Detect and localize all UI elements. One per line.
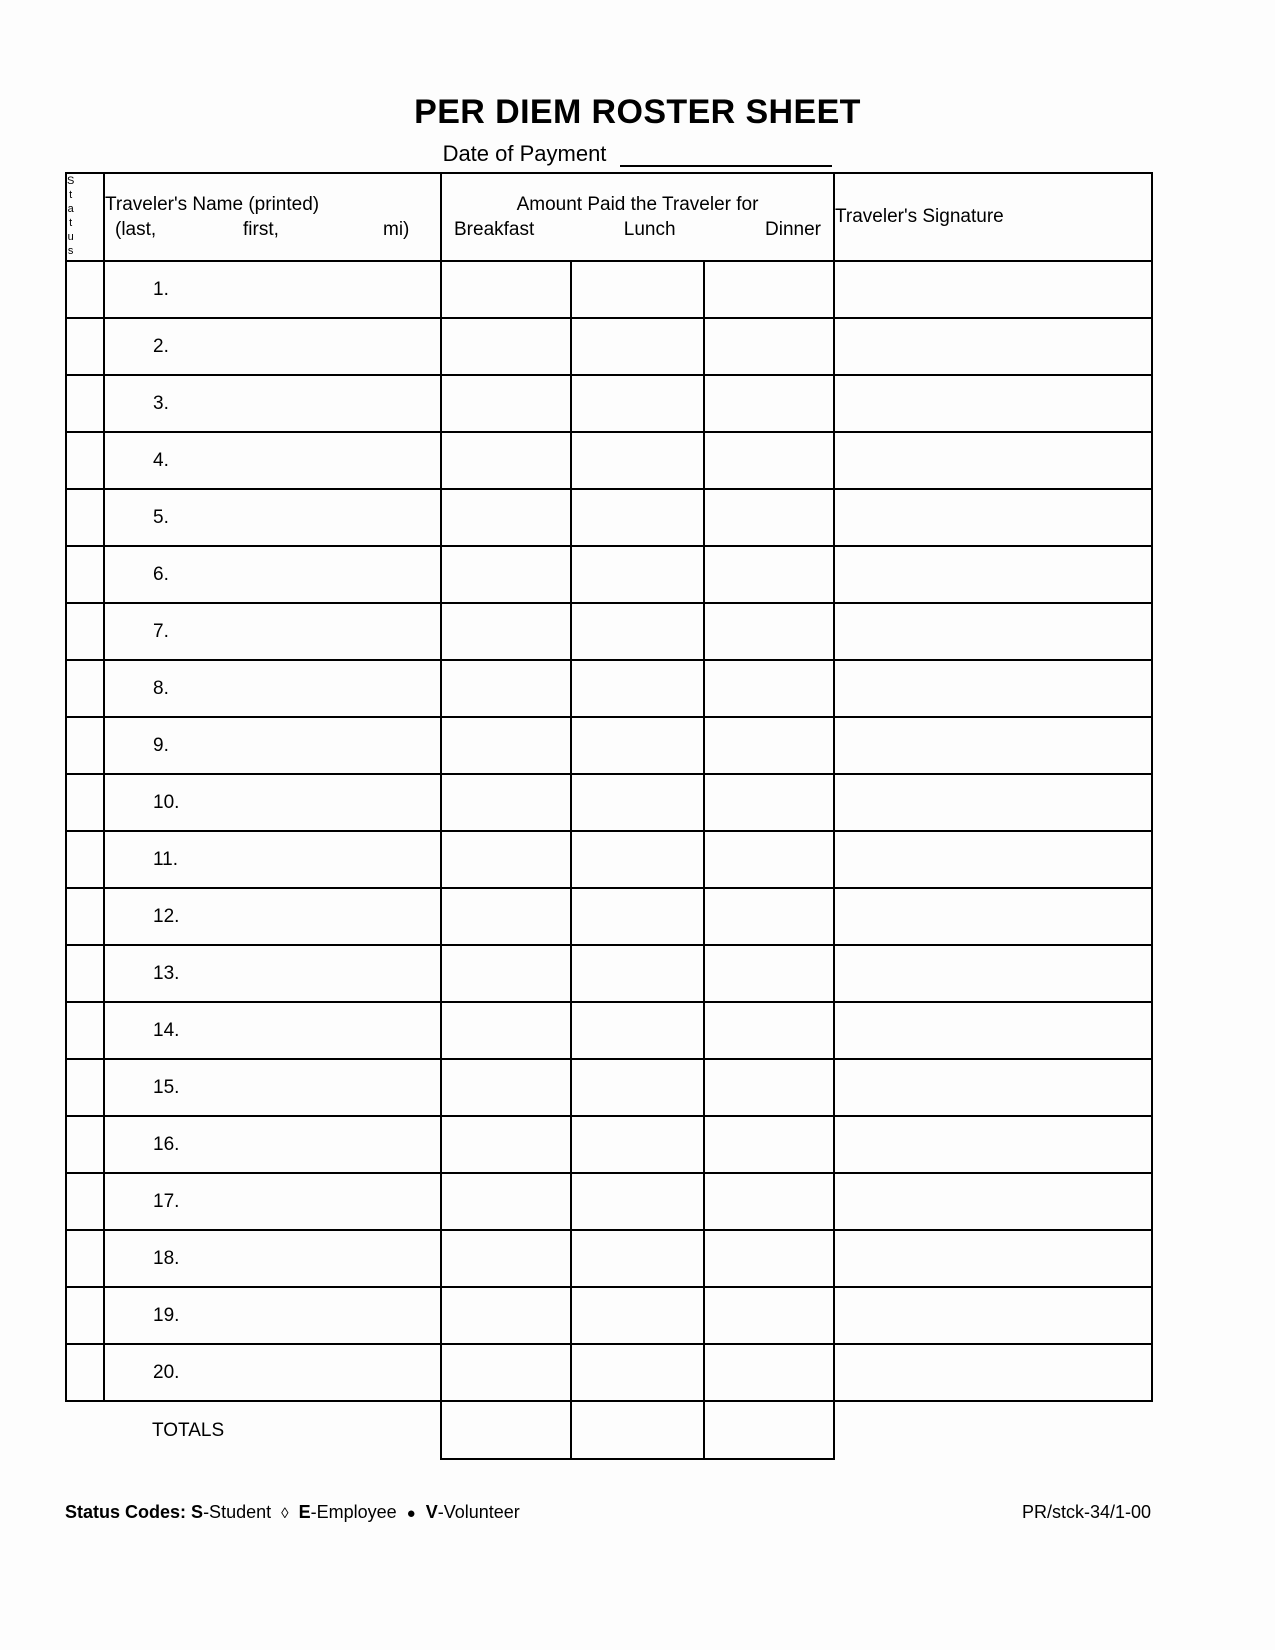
table-row [66, 1116, 1152, 1173]
separator-diamond-icon: ◊ [281, 1505, 289, 1522]
row-breakfast-cell[interactable] [441, 603, 571, 660]
row-signature-cell[interactable] [834, 432, 1152, 489]
status-code-text-volunteer: -Volunteer [437, 1502, 520, 1522]
row-dinner-cell[interactable] [704, 888, 834, 945]
table-row [66, 888, 1152, 945]
row-dinner-cell[interactable] [704, 660, 834, 717]
row-lunch-cell[interactable] [571, 1344, 704, 1401]
column-header-amount-paid [441, 173, 834, 261]
row-name-cell[interactable]: 5. [104, 489, 441, 546]
row-name-cell[interactable]: 10. [104, 774, 441, 831]
row-signature-cell[interactable] [834, 1059, 1152, 1116]
totals-signature-spacer [834, 1401, 1152, 1459]
row-lunch-cell[interactable] [571, 1287, 704, 1344]
row-dinner-cell[interactable] [704, 318, 834, 375]
row-lunch-cell[interactable] [571, 660, 704, 717]
traveler-name-heading: Traveler's Name (printed) [105, 194, 320, 215]
row-status-cell[interactable] [66, 546, 104, 603]
row-signature-cell[interactable] [834, 318, 1152, 375]
row-lunch-cell[interactable] [571, 831, 704, 888]
row-dinner-cell[interactable] [704, 432, 834, 489]
table-row [66, 1059, 1152, 1116]
row-dinner-cell[interactable] [704, 945, 834, 1002]
row-name-cell[interactable]: 13. [104, 945, 441, 1002]
row-breakfast-cell[interactable] [441, 1287, 571, 1344]
table-row [66, 945, 1152, 1002]
column-header-dinner: Dinner [765, 219, 821, 240]
table-row [66, 1230, 1152, 1287]
row-breakfast-cell[interactable] [441, 375, 571, 432]
row-dinner-cell[interactable] [704, 717, 834, 774]
per-diem-roster-table [65, 172, 1153, 1460]
row-dinner-cell[interactable] [704, 1173, 834, 1230]
row-lunch-cell[interactable] [571, 546, 704, 603]
title-block [0, 92, 1275, 167]
row-signature-cell[interactable] [834, 1344, 1152, 1401]
status-code-letter-s: S [191, 1502, 204, 1522]
row-signature-cell[interactable] [834, 660, 1152, 717]
status-letter: S [67, 175, 75, 187]
column-header-breakfast: Breakfast [454, 219, 535, 240]
row-breakfast-cell[interactable] [441, 888, 571, 945]
table-row [66, 1002, 1152, 1059]
table-row [66, 432, 1152, 489]
row-lunch-cell[interactable] [571, 1173, 704, 1230]
row-name-cell[interactable]: 14. [104, 1002, 441, 1059]
row-signature-cell[interactable] [834, 774, 1152, 831]
row-status-cell[interactable] [66, 1116, 104, 1173]
row-signature-cell[interactable] [834, 603, 1152, 660]
row-status-cell[interactable] [66, 318, 104, 375]
name-part-last: (last, [115, 219, 157, 240]
row-signature-cell[interactable] [834, 546, 1152, 603]
status-codes-legend [65, 1502, 520, 1523]
name-part-mi: mi) [383, 219, 410, 240]
row-name-cell[interactable]: 11. [104, 831, 441, 888]
status-codes-label: Status Codes: [65, 1502, 187, 1522]
column-header-traveler-name [104, 173, 441, 261]
row-name-cell[interactable]: 20. [104, 1344, 441, 1401]
date-of-payment-input[interactable] [620, 144, 832, 167]
date-of-payment-line [0, 141, 1275, 167]
row-lunch-cell[interactable] [571, 261, 704, 318]
row-breakfast-cell[interactable] [441, 489, 571, 546]
separator-bullet-icon: ● [406, 1505, 416, 1522]
row-status-cell[interactable] [66, 660, 104, 717]
totals-lunch-cell[interactable] [571, 1401, 704, 1459]
row-lunch-cell[interactable] [571, 1059, 704, 1116]
row-name-cell[interactable]: 12. [104, 888, 441, 945]
row-lunch-cell[interactable] [571, 489, 704, 546]
row-breakfast-cell[interactable] [441, 831, 571, 888]
row-status-cell[interactable] [66, 1059, 104, 1116]
status-code-letter-v: V [425, 1502, 438, 1522]
row-status-cell[interactable] [66, 1344, 104, 1401]
form-code: PR/stck-34/1-00 [1021, 1502, 1151, 1522]
row-status-cell[interactable] [66, 1230, 104, 1287]
row-name-cell[interactable]: 19. [104, 1287, 441, 1344]
totals-dinner-cell[interactable] [704, 1401, 834, 1459]
meal-subheaders [442, 217, 833, 242]
status-vertical-label [67, 174, 74, 258]
row-signature-cell[interactable] [834, 1002, 1152, 1059]
row-lunch-cell[interactable] [571, 375, 704, 432]
row-signature-cell[interactable] [834, 888, 1152, 945]
row-status-cell[interactable] [66, 432, 104, 489]
totals-breakfast-cell[interactable] [441, 1401, 571, 1459]
row-name-cell[interactable]: 15. [104, 1059, 441, 1116]
table-row [66, 489, 1152, 546]
table-row [66, 261, 1152, 318]
row-signature-cell[interactable] [834, 261, 1152, 318]
row-name-cell[interactable]: 7. [104, 603, 441, 660]
row-breakfast-cell[interactable] [441, 1002, 571, 1059]
row-dinner-cell[interactable] [704, 774, 834, 831]
row-status-cell[interactable] [66, 888, 104, 945]
column-header-lunch: Lunch [623, 219, 676, 240]
row-name-cell[interactable]: 3. [104, 375, 441, 432]
row-status-cell[interactable] [66, 717, 104, 774]
row-lunch-cell[interactable] [571, 774, 704, 831]
row-lunch-cell[interactable] [571, 432, 704, 489]
row-signature-cell[interactable] [834, 1116, 1152, 1173]
table-row [66, 717, 1152, 774]
table-row [66, 1344, 1152, 1401]
row-name-cell[interactable]: 2. [104, 318, 441, 375]
row-signature-cell[interactable] [834, 945, 1152, 1002]
row-dinner-cell[interactable] [704, 546, 834, 603]
status-code-letter-e: E [298, 1502, 311, 1522]
page-title: PER DIEM ROSTER SHEET [414, 93, 861, 131]
row-name-cell[interactable]: 16. [104, 1116, 441, 1173]
row-breakfast-cell[interactable] [441, 1116, 571, 1173]
row-status-cell[interactable] [66, 1287, 104, 1344]
amount-group-label: Amount Paid the Traveler for [516, 194, 759, 215]
row-status-cell[interactable] [66, 489, 104, 546]
table-row [66, 375, 1152, 432]
row-signature-cell[interactable] [834, 1173, 1152, 1230]
row-lunch-cell[interactable] [571, 318, 704, 375]
row-breakfast-cell[interactable] [441, 717, 571, 774]
row-status-cell[interactable] [66, 774, 104, 831]
row-lunch-cell[interactable] [571, 888, 704, 945]
row-breakfast-cell[interactable] [441, 318, 571, 375]
row-dinner-cell[interactable] [704, 1116, 834, 1173]
table-row [66, 774, 1152, 831]
table-body [66, 261, 1152, 1401]
row-breakfast-cell[interactable] [441, 1344, 571, 1401]
row-breakfast-cell[interactable] [441, 1173, 571, 1230]
totals-label: TOTALS [104, 1401, 441, 1459]
status-letter: s [67, 245, 74, 257]
totals-row [66, 1401, 1152, 1459]
row-name-cell[interactable]: 17. [104, 1173, 441, 1230]
row-name-cell[interactable]: 8. [104, 660, 441, 717]
row-status-cell[interactable] [66, 261, 104, 318]
table-row [66, 660, 1152, 717]
row-signature-cell[interactable] [834, 1287, 1152, 1344]
row-dinner-cell[interactable] [704, 375, 834, 432]
row-lunch-cell[interactable] [571, 1002, 704, 1059]
table-row [66, 831, 1152, 888]
row-signature-cell[interactable] [834, 717, 1152, 774]
row-lunch-cell[interactable] [571, 945, 704, 1002]
row-status-cell[interactable] [66, 1002, 104, 1059]
column-header-signature: Traveler's Signature [834, 173, 1152, 261]
table-row [66, 318, 1152, 375]
totals-status-spacer [66, 1401, 104, 1459]
traveler-name-subheading [105, 217, 440, 242]
status-letter: t [69, 189, 73, 201]
row-signature-cell[interactable] [834, 375, 1152, 432]
row-dinner-cell[interactable] [704, 1059, 834, 1116]
row-status-cell[interactable] [66, 603, 104, 660]
status-code-text-employee: -Employee [310, 1502, 397, 1522]
row-lunch-cell[interactable] [571, 603, 704, 660]
row-signature-cell[interactable] [834, 831, 1152, 888]
date-of-payment-label: Date of Payment [442, 141, 607, 166]
column-header-status [66, 173, 104, 261]
row-status-cell[interactable] [66, 1173, 104, 1230]
table-row [66, 603, 1152, 660]
row-breakfast-cell[interactable] [441, 261, 571, 318]
row-breakfast-cell[interactable] [441, 774, 571, 831]
row-name-cell[interactable]: 6. [104, 546, 441, 603]
status-letter: t [69, 217, 73, 229]
row-dinner-cell[interactable] [704, 1344, 834, 1401]
row-dinner-cell[interactable] [704, 603, 834, 660]
status-letter: a [67, 203, 74, 215]
table-header-row [66, 173, 1152, 261]
table-footer [66, 1401, 1152, 1459]
row-dinner-cell[interactable] [704, 1230, 834, 1287]
status-letter: u [67, 231, 74, 243]
row-lunch-cell[interactable] [571, 717, 704, 774]
row-signature-cell[interactable] [834, 1230, 1152, 1287]
page-footer [65, 1502, 1151, 1523]
row-breakfast-cell[interactable] [441, 546, 571, 603]
row-dinner-cell[interactable] [704, 831, 834, 888]
row-breakfast-cell[interactable] [441, 945, 571, 1002]
row-name-cell[interactable]: 9. [104, 717, 441, 774]
row-status-cell[interactable] [66, 945, 104, 1002]
row-breakfast-cell[interactable] [441, 1230, 571, 1287]
table-row [66, 546, 1152, 603]
row-name-cell[interactable]: 18. [104, 1230, 441, 1287]
row-signature-cell[interactable] [834, 489, 1152, 546]
row-breakfast-cell[interactable] [441, 1059, 571, 1116]
row-dinner-cell[interactable] [704, 489, 834, 546]
row-status-cell[interactable] [66, 375, 104, 432]
row-lunch-cell[interactable] [571, 1230, 704, 1287]
name-part-first: first, [243, 219, 279, 240]
row-status-cell[interactable] [66, 831, 104, 888]
status-code-text-student: -Student [203, 1502, 272, 1522]
row-breakfast-cell[interactable] [441, 432, 571, 489]
row-dinner-cell[interactable] [704, 261, 834, 318]
row-breakfast-cell[interactable] [441, 660, 571, 717]
table-row [66, 1173, 1152, 1230]
table-row [66, 1287, 1152, 1344]
row-dinner-cell[interactable] [704, 1002, 834, 1059]
row-dinner-cell[interactable] [704, 1287, 834, 1344]
row-name-cell[interactable]: 1. [104, 261, 441, 318]
row-lunch-cell[interactable] [571, 1116, 704, 1173]
row-name-cell[interactable]: 4. [104, 432, 441, 489]
